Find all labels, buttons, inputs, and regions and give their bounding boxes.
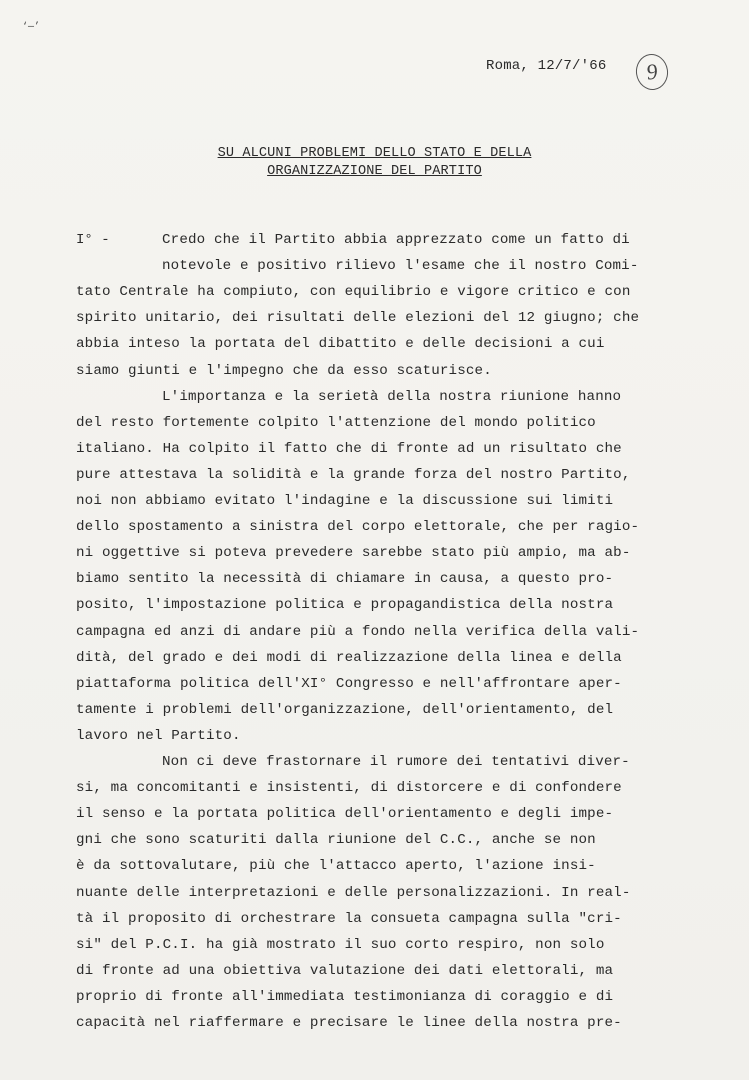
body-line: si" del P.C.I. ha già mostrato il suo corto respiro, non solo [76, 936, 605, 953]
body-line: è da sottovalutare, più che l'attacco aperto, l'azione insi- [76, 858, 596, 875]
body-line: nuante delle interpretazioni e delle personalizzazioni. In real- [76, 884, 631, 901]
section-marker: I° - [76, 232, 110, 248]
body-line: dello spostamento a sinistra del corpo elettorale, che per ragio- [76, 519, 640, 536]
body-line: piattaforma politica dell'XI° Congresso e nell'affrontare aper- [76, 675, 622, 692]
body-line: siamo giunti e l'impegno che da esso scaturisce. [76, 362, 492, 379]
body-line: tamente i problemi dell'organizzazione, dell'orientamento, del [76, 701, 614, 718]
body-line: Credo che il Partito abbia apprezzato come un fatto di [162, 232, 630, 248]
body-line: italiano. Ha colpito il fatto che di fronte ad un risultato che [76, 440, 622, 457]
body-line: biamo sentito la necessità di chiamare in causa, a questo pro- [76, 571, 614, 588]
body-line: tato Centrale ha compiuto, con equilibrio e vigore critico e con [76, 284, 631, 301]
body-line: ni oggettive si poteva prevedere sarebbe stato più ampio, ma ab- [76, 545, 631, 562]
body-line: capacità nel riaffermare e precisare le linee della nostra pre- [76, 1015, 622, 1031]
body-line: lavoro nel Partito. [76, 727, 241, 744]
body-line: Non ci deve frastornare il rumore dei tentativi diver- [162, 754, 630, 770]
title-line-2: ORGANIZZAZIONE DEL PARTITO [267, 164, 482, 179]
document-date: Roma, 12/7/'66 [486, 58, 607, 74]
body-line: noi non abbiamo evitato l'indagine e la discussione sui limiti [76, 493, 614, 509]
body-line: proprio di fronte all'immediata testimonianza di coraggio e di [76, 988, 614, 1005]
body-line: il senso e la portata politica dell'orientamento e degli impe- [76, 806, 614, 823]
title-line-1: SU ALCUNI PROBLEMI DELLO STATO E DELLA [217, 146, 532, 161]
body-line: gni che sono scaturiti dalla riunione del C.C., anche se non [76, 832, 596, 849]
body-line: di fronte ad una obiettiva valutazione dei dati elettorali, ma [76, 962, 614, 979]
body-line: posito, l'impostazione politica e propagandistica della nostra [76, 597, 614, 614]
body-line: campagna ed anzi di andare più a fondo nella verifica della vali- [76, 623, 640, 640]
body-line: si, ma concomitanti e insistenti, di distorcere e di confondere [76, 780, 622, 797]
corner-mark-icon: ‘—’ [22, 22, 41, 33]
body-line: L'importanza e la serietà della nostra riunione hanno [162, 388, 622, 405]
body-line: spirito unitario, dei risultati delle elezioni del 12 giugno; che [76, 310, 640, 327]
body-line: tà il proposito di orchestrare la consueta campagna sulla "cri- [76, 910, 622, 927]
handwritten-page-number: 9 [634, 52, 671, 92]
body-line: del resto fortemente colpito l'attenzione del mondo politico [76, 414, 596, 431]
body-line: abbia inteso la portata del dibattito e delle decisioni a cui [76, 336, 605, 353]
body-line: notevole e positivo rilievo l'esame che il nostro Comi- [162, 258, 639, 275]
body-line: dità, del grado e dei modi di realizzazione della linea e della [76, 649, 622, 666]
body-line: pure attestava la solidità e la grande forza del nostro Partito, [76, 466, 631, 483]
